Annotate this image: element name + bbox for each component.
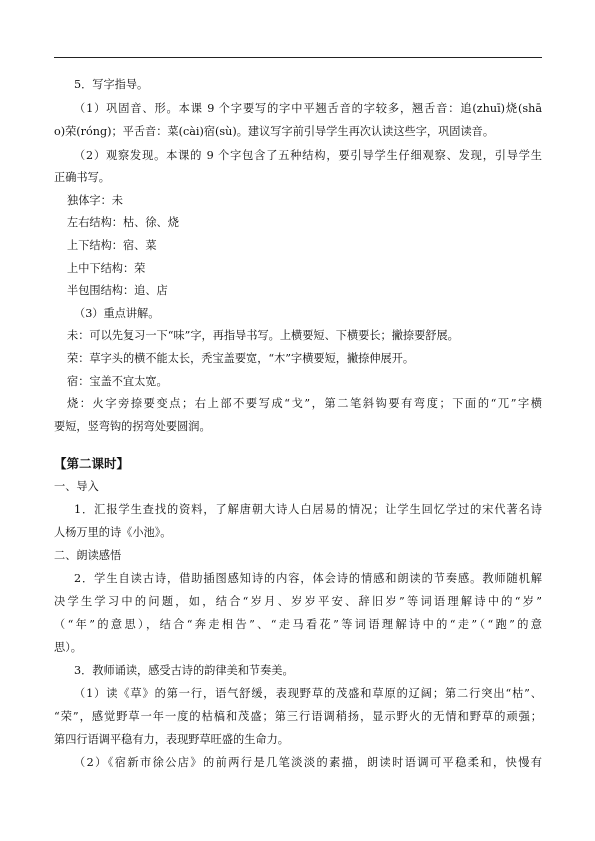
key-point-line: 烧：火字旁捺要变点；右上部不要写成“戈”，第二笔斜钩要有弯度；下面的“兀”字横 xyxy=(67,397,542,410)
paragraph-line: （2）观察发现。本课的 9 个字包含了五种结构，要引导学生仔细观察、发现，引导学生 xyxy=(74,149,542,162)
paragraph-line: 2．学生自读古诗，借助插图感知诗的内容，体会诗的情感和朗读的节奏感。教师随机解 xyxy=(74,572,542,585)
key-point-line: 荣：草字头的横不能太长，秃宝盖要宽，“木”字横要短，撇捺伸展开。 xyxy=(67,352,415,365)
structure-item: 左右结构：枯、徐、烧 xyxy=(67,216,179,229)
section-heading-intro: 一、导入 xyxy=(54,480,99,493)
paragraph-line: “荣”，感觉野草一年一度的枯槁和茂盛；第三行语调稍扬，显示野火的无情和野草的顽强； xyxy=(54,710,542,723)
structure-item: 上中下结构：荣 xyxy=(67,262,146,275)
subheading-key-points: （3）重点讲解。 xyxy=(74,307,160,320)
section-heading-reading: 二、朗读感悟 xyxy=(54,549,122,562)
paragraph-line: o)荣(róng)；平舌音：菜(cài)宿(sù)。建议写字前引导学生再次认读这些字，巩固读音。 xyxy=(54,125,495,138)
paragraph-line: 1．汇报学生查找的资料，了解唐朝大诗人白居易的情况；让学生回忆学过的宋代著名诗 xyxy=(74,503,542,516)
structure-item: 上下结构：宿、菜 xyxy=(67,239,157,252)
paragraph-line: 正确书写。 xyxy=(54,171,110,184)
key-point-line: 要短，竖弯钩的拐弯处要圆润。 xyxy=(54,420,211,433)
structure-item: 独体字：未 xyxy=(67,194,123,207)
header-rule xyxy=(54,57,542,58)
heading-writing-guidance: 5．写字指导。 xyxy=(74,78,149,91)
paragraph-line: 第四行语调平稳有力，表现野草旺盛的生命力。 xyxy=(54,733,289,746)
structure-item: 半包围结构：追、店 xyxy=(67,284,168,297)
section-title: 【第二课时】 xyxy=(54,456,130,471)
paragraph-line: （“年”的意思），结合“奔走相告”、“走马看花”等词语理解诗中的“走”（“跑”的意 xyxy=(54,618,542,631)
paragraph-line: （1）巩固音、形。本课 9 个字要写的字中平翘舌音的字较多，翘舌音：追(zhuī)烧(shā xyxy=(74,102,542,115)
paragraph-line: 3．教师诵读，感受古诗的韵律美和节奏美。 xyxy=(74,664,294,677)
key-point-line: 未：可以先复习一下“味”字，再指导书写。上横要短、下横要长；撇捺要舒展。 xyxy=(67,329,459,342)
paragraph-line: （2）《宿新市徐公店》的前两行是几笔淡淡的素描，朗读时语调可平稳柔和，快慢有 xyxy=(74,756,542,769)
paragraph-line: 人杨万里的诗《小池》。 xyxy=(54,526,172,539)
paragraph-line: 思）。 xyxy=(54,641,82,654)
key-point-line: 宿：宝盖不宜太宽。 xyxy=(67,375,168,388)
paragraph-line: 决学生学习中的问题，如，结合“岁月、岁岁平安、辞旧岁”等词语理解诗中的“岁” xyxy=(54,595,542,608)
paragraph-line: （1）读《草》的第一行，语气舒缓，表现野草的茂盛和草原的辽阔；第二行突出“枯”、 xyxy=(74,687,542,700)
